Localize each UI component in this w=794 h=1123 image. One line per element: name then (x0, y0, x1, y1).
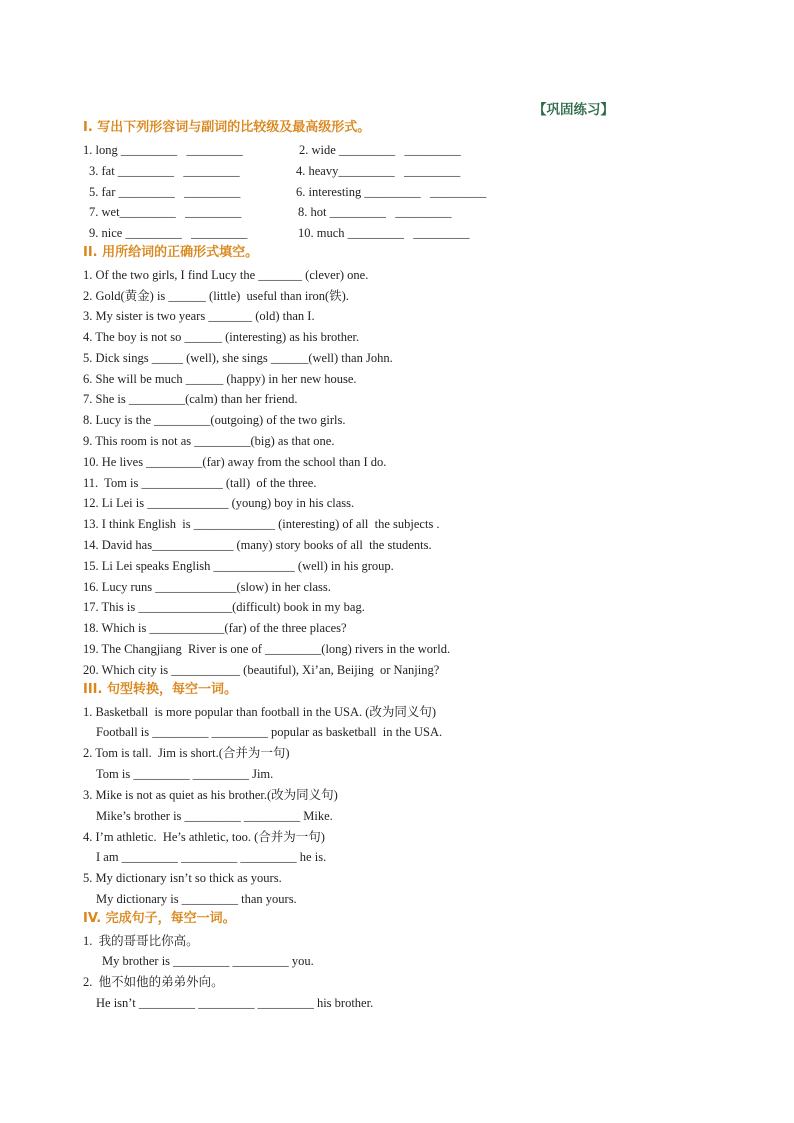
exercise-item: 6. She will be much ______ (happy) in her new house. (83, 372, 357, 386)
exercise-item: 2. Gold(黄金) is ______ (little) useful than iron(铁). (83, 289, 349, 303)
exercise-item: 10. He lives _________(far) away from the school than I do. (83, 455, 387, 469)
exercise-item: 5. Dick sings _____ (well), she sings ______(well) than John. (83, 351, 393, 365)
exercise-answer-line: He isn’t _________ _________ _________ his brother. (96, 996, 374, 1010)
exercise-item: 12. Li Lei is _____________ (young) boy in his class. (83, 496, 355, 510)
exercise-item: 18. Which is ____________(far) of the three places? (83, 621, 347, 635)
section-heading-3: III. 句型转换，每空一词。 (83, 682, 237, 697)
exercise-item: 1. Of the two girls, I find Lucy the _______ (clever) one. (83, 268, 369, 282)
exercise-item: 7. She is _________(calm) than her friend. (83, 392, 298, 406)
section-heading-2: II. 用所给词的正确形式填空。 (83, 245, 259, 260)
exercise-answer-line: My brother is _________ _________ you. (102, 954, 314, 968)
exercise-question: 4. I’m athletic. He’s athletic, too. (合并为一句) (83, 830, 325, 844)
section-heading-1: I. 写出下列形容词与副词的比较级及最高级形式。 (83, 120, 371, 135)
exercise-item: 1. long _________ _________ (83, 143, 243, 157)
exercise-answer-line: My dictionary is _________ than yours. (96, 892, 297, 906)
exercise-item: 4. The boy is not so ______ (interesting) as his brother. (83, 330, 360, 344)
exercise-question: 3. Mike is not as quiet as his brother.(改为同义句) (83, 788, 338, 802)
exercise-item: 16. Lucy runs _____________(slow) in her class. (83, 580, 331, 594)
exercise-item: 9. This room is not as _________(big) as that one. (83, 434, 335, 448)
exercise-answer-line: I am _________ _________ _________ he is. (96, 850, 327, 864)
exercise-item: 15. Li Lei speaks English _____________ (well) in his group. (83, 559, 394, 573)
exercise-item: 2. wide _________ _________ (299, 143, 461, 157)
exercise-question: 2. 他不如他的弟弟外向。 (83, 975, 224, 989)
exercise-item: 10. much _________ _________ (298, 226, 470, 240)
exercise-item: 6. interesting _________ _________ (296, 185, 487, 199)
exercise-item: 7. wet_________ _________ (89, 205, 242, 219)
exercise-question: 5. My dictionary isn’t so thick as yours. (83, 871, 282, 885)
exercise-answer-line: Tom is _________ _________ Jim. (96, 767, 274, 781)
exercise-item: 20. Which city is ___________ (beautiful), Xi’an, Beijing or Nanjing? (83, 663, 440, 677)
exercise-question: 1. 我的哥哥比你高。 (83, 934, 199, 948)
exercise-question: 2. Tom is tall. Jim is short.(合并为一句) (83, 746, 290, 760)
section-heading-4: IV. 完成句子，每空一词。 (83, 911, 236, 926)
exercise-item: 14. David has_____________ (many) story books of all the students. (83, 538, 432, 552)
exercise-answer-line: Football is _________ _________ popular as basketball in the USA. (96, 725, 443, 739)
exercise-item: 11. Tom is _____________ (tall) of the three. (83, 476, 317, 490)
exercise-answer-line: Mike’s brother is _________ _________ Mike. (96, 809, 333, 823)
exercise-question: 1. Basketball is more popular than football in the USA. (改为同义句) (83, 705, 437, 719)
exercise-item: 9. nice _________ _________ (89, 226, 248, 240)
exercise-item: 13. I think English is _____________ (interesting) of all the subjects . (83, 517, 440, 531)
exercise-item: 4. heavy_________ _________ (296, 164, 461, 178)
exercise-item: 5. far _________ _________ (89, 185, 241, 199)
exercise-item: 8. Lucy is the _________(outgoing) of the two girls. (83, 413, 346, 427)
exercise-item: 3. fat _________ _________ (89, 164, 240, 178)
exercise-item: 8. hot _________ _________ (298, 205, 452, 219)
exercise-item: 19. The Changjiang River is one of _________(long) rivers in the world. (83, 642, 451, 656)
exercise-item: 17. This is _______________(difficult) book in my bag. (83, 600, 365, 614)
exercise-item: 3. My sister is two years _______ (old) than I. (83, 309, 315, 323)
page-title: 【巩固练习】 (533, 102, 614, 118)
